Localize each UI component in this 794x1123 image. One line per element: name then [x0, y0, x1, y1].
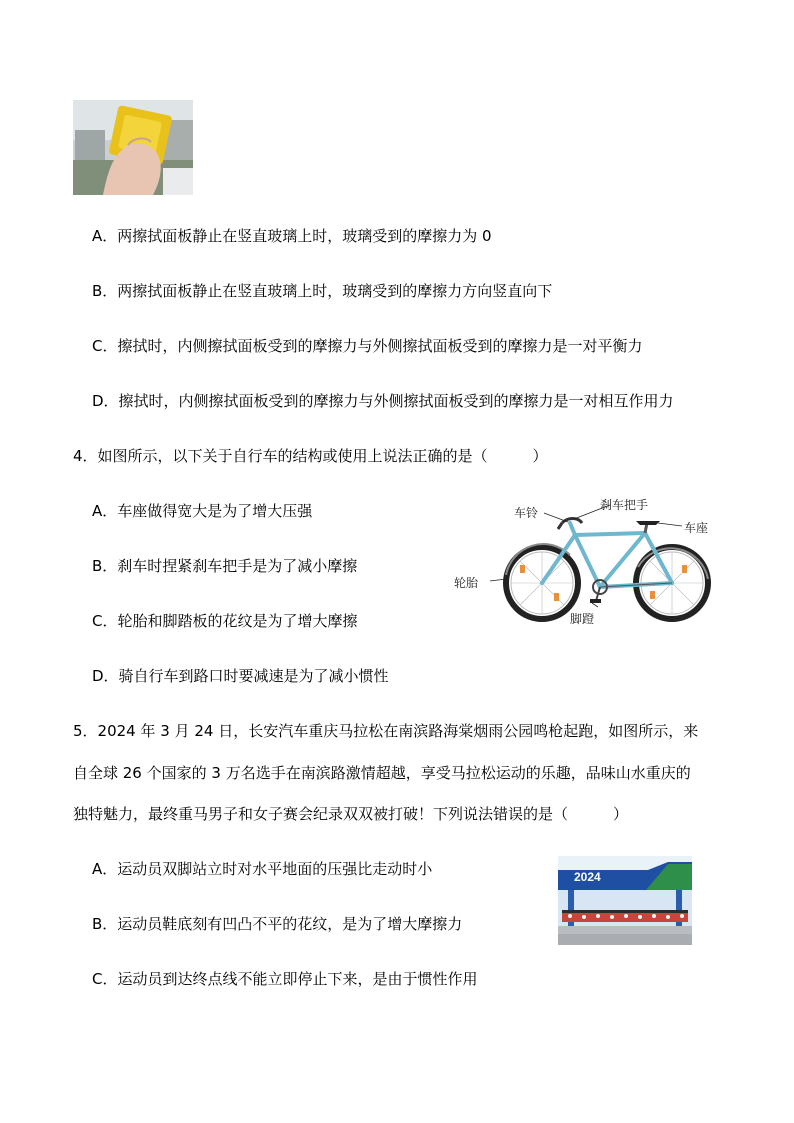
bicycle-label-tire: 轮胎	[454, 576, 479, 590]
bicycle-label-seat: 车座	[684, 521, 709, 535]
q5-stem-line-1: 5．2024 年 3 月 24 日，长安汽车重庆马拉松在南滨路海棠烟雨公园鸣枪起跑，如图所示，来	[73, 722, 699, 740]
q4-stem: 4．如图所示，以下关于自行车的结构或使用上说法正确的是（ ）	[73, 447, 548, 465]
bicycle-label-pedal: 脚蹬	[570, 612, 595, 626]
marathon-photo	[558, 856, 692, 945]
bicycle-label-bell: 车铃	[514, 506, 539, 520]
q3-option-b: B．两擦拭面板静止在竖直玻璃上时，玻璃受到的摩擦力方向竖直向下	[92, 282, 553, 300]
q4-option-d: D．骑自行车到路口时要减速是为了减小惯性	[92, 667, 389, 685]
q4-option-c: C．轮胎和脚踏板的花纹是为了增大摩擦	[92, 612, 358, 630]
bicycle-label-brake: 刹车把手	[600, 498, 649, 512]
q4-option-a: A．车座做得宽大是为了增大压强	[92, 502, 313, 520]
window-cleaner-photo	[73, 100, 193, 195]
q4-option-b: B．刹车时捏紧刹车把手是为了减小摩擦	[92, 557, 358, 575]
q5-stem-line-3: 独特魅力，最终重马男子和女子赛会纪录双双被打破！下列说法错误的是（ ）	[73, 805, 629, 823]
q5-option-a: A．运动员双脚站立时对水平地面的压强比走动时小	[92, 860, 433, 878]
q3-option-c: C．擦拭时，内侧擦拭面板受到的摩擦力与外侧擦拭面板受到的摩擦力是一对平衡力	[92, 337, 643, 355]
q3-option-a: A．两擦拭面板静止在竖直玻璃上时，玻璃受到的摩擦力为 0	[92, 227, 492, 245]
q5-option-c: C．运动员到达终点线不能立即停止下来，是由于惯性作用	[92, 970, 478, 988]
bicycle-figure	[450, 495, 730, 630]
q3-option-d: D．擦拭时，内侧擦拭面板受到的摩擦力与外侧擦拭面板受到的摩擦力是一对相互作用力	[92, 392, 674, 410]
q5-stem-line-2: 自全球 26 个国家的 3 万名选手在南滨路激情超越，享受马拉松运动的乐趣，品味山水重庆的	[73, 764, 691, 782]
q5-option-b: B．运动员鞋底刻有凹凸不平的花纹，是为了增大摩擦力	[92, 915, 463, 933]
marathon-banner-year: 2024	[574, 870, 601, 884]
